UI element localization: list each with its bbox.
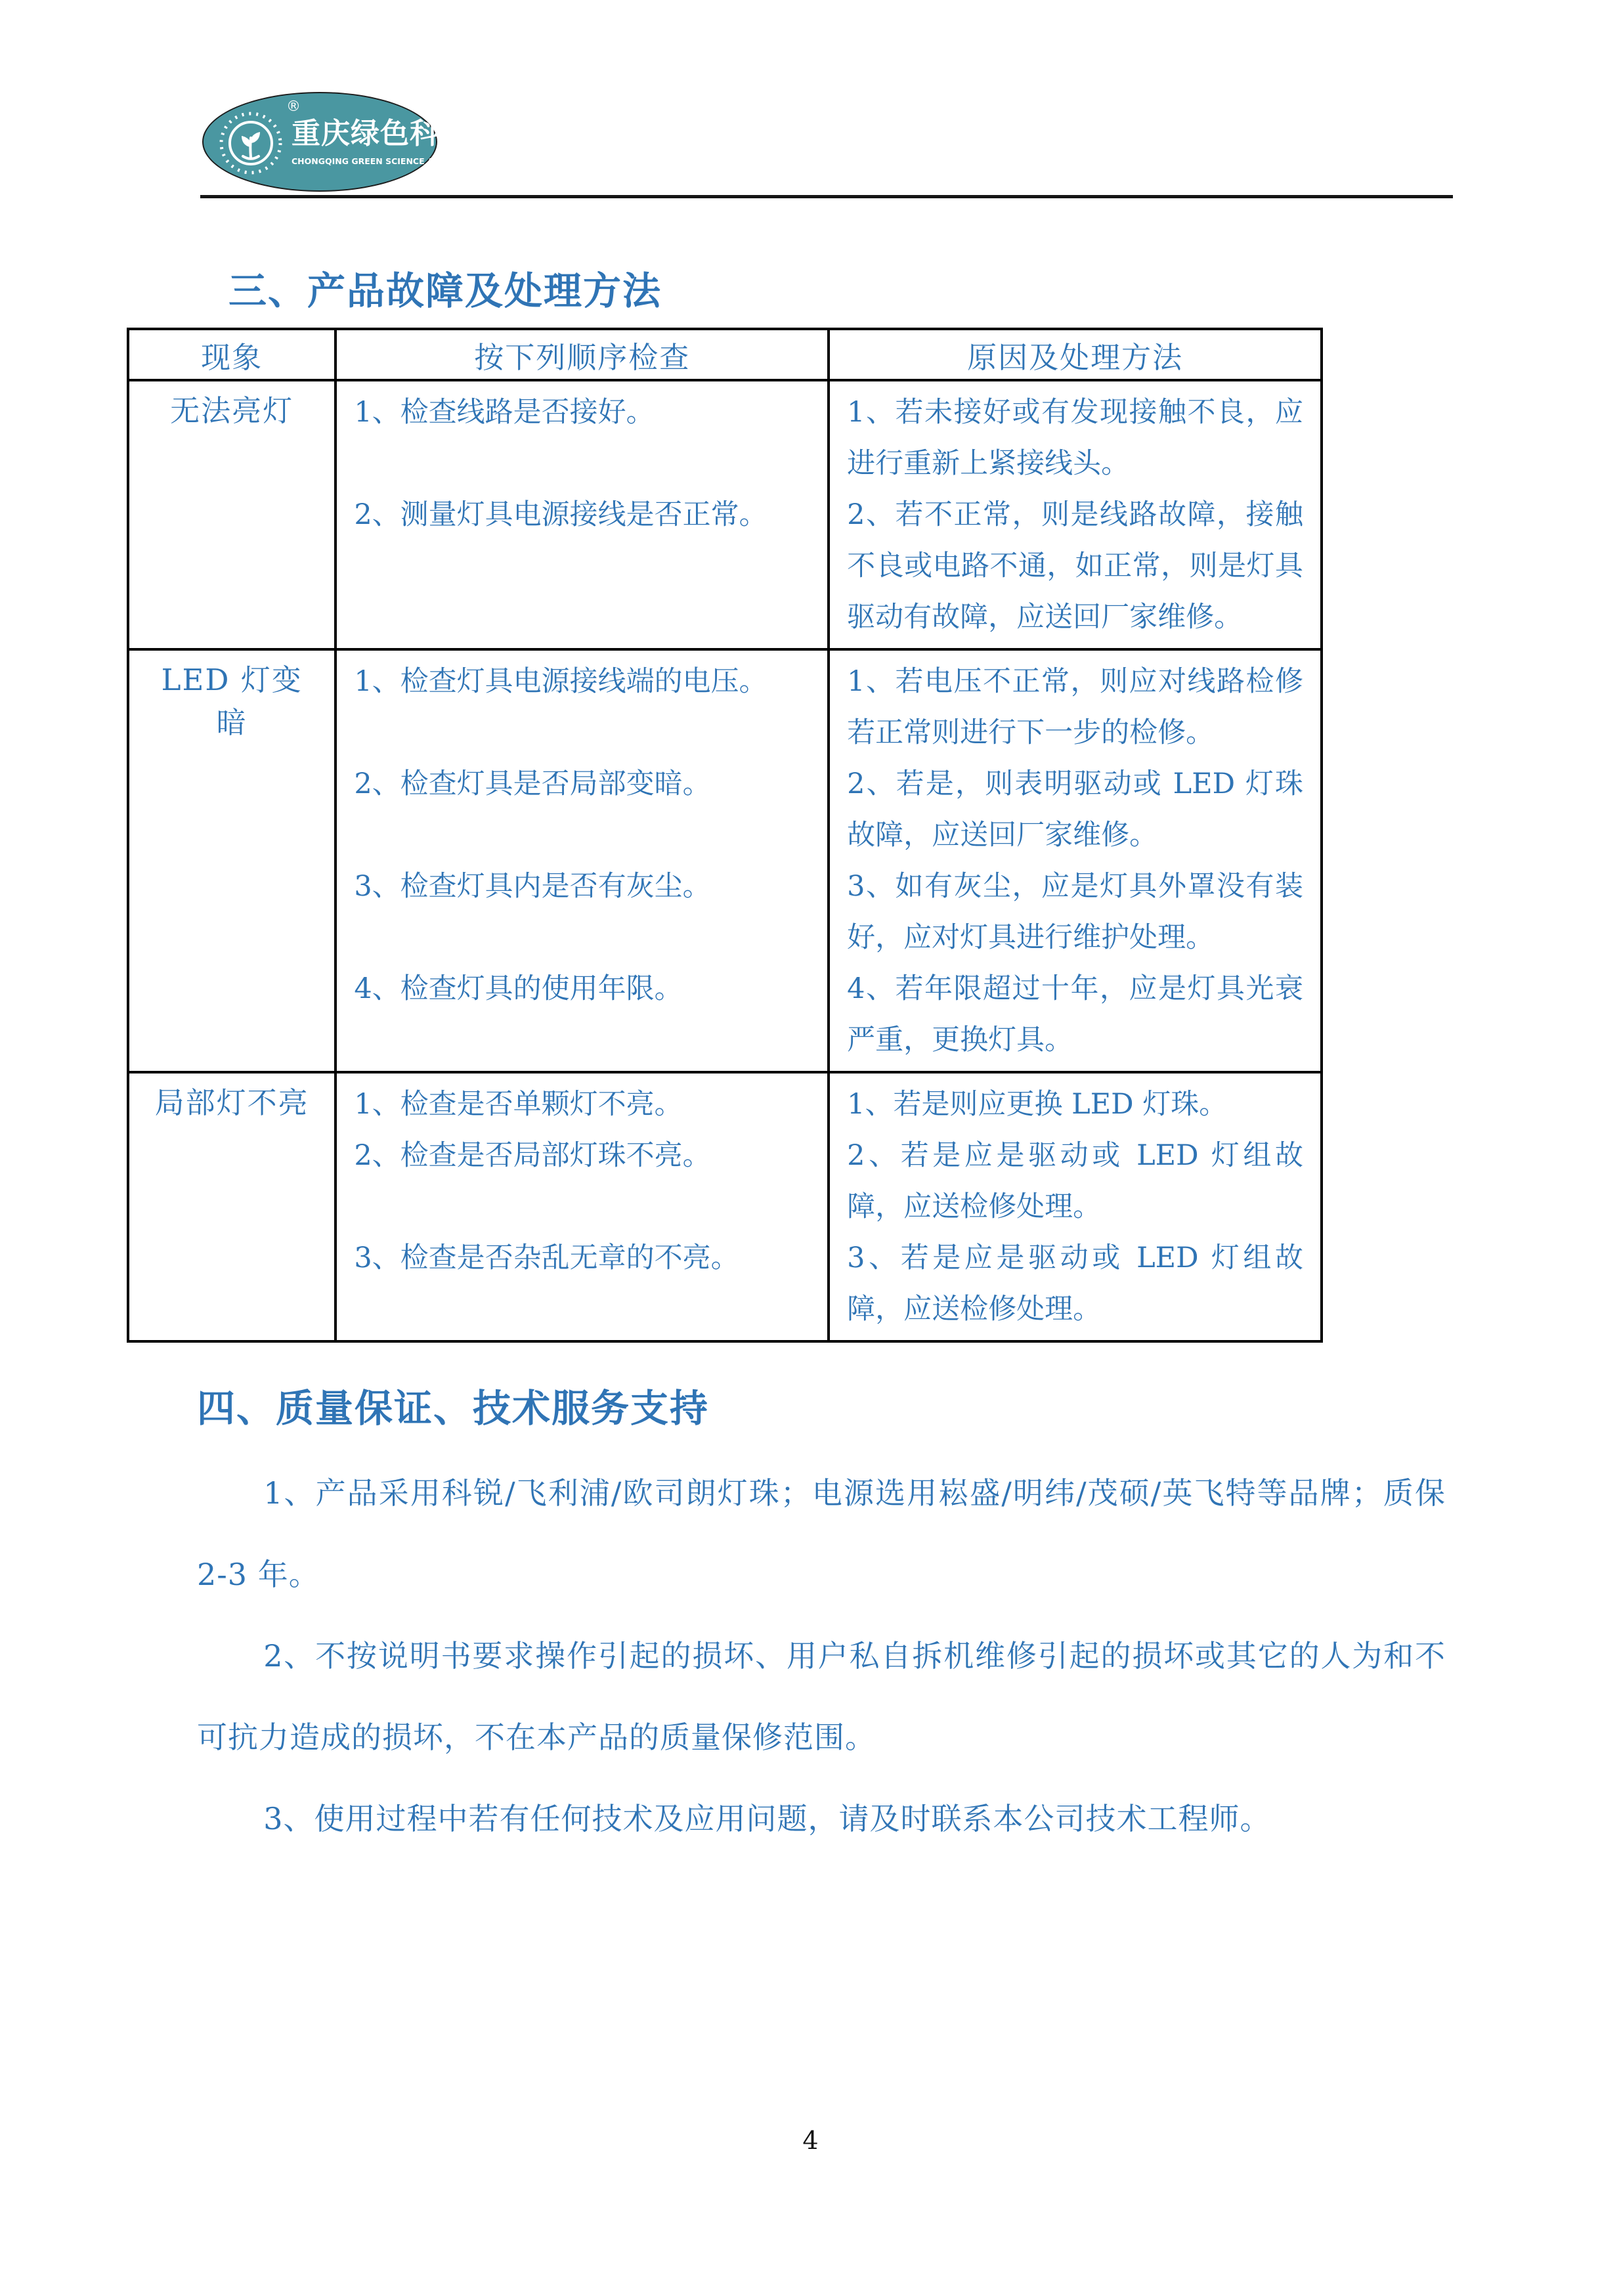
column-header-phenomenon: 现象 xyxy=(128,329,335,380)
paragraph: 1、产品采用科锐/飞利浦/欧司朗灯珠；电源选用崧盛/明纬/茂硕/英飞特等品牌；质保 2-3 年。 xyxy=(197,1475,1446,1592)
checks-cell xyxy=(335,649,829,1072)
check-item: 3、检查是否杂乱无章的不亮。 xyxy=(354,1242,739,1274)
check-item: 4、检查灯具的使用年限。 xyxy=(354,972,683,1005)
page-number: 4 xyxy=(802,2126,819,2155)
table-row xyxy=(128,649,1322,1072)
check-item: 3、检查灯具内是否有灰尘。 xyxy=(354,870,711,903)
section3-title: 三、产品故障及处理方法 xyxy=(228,269,662,313)
causes-cell xyxy=(829,380,1322,649)
cause-item: 2、若是应是驱动或 LED 灯组故障，应送检修处理。 xyxy=(847,1139,1303,1223)
table-header-row xyxy=(128,329,1322,380)
green-plant-emblem-icon xyxy=(218,110,284,176)
cause-item: 3、若是应是驱动或 LED 灯组故障，应送检修处理。 xyxy=(847,1242,1303,1326)
page-footer xyxy=(0,2126,1621,2155)
cause-item: 1、若未接好或有发现接触不良，应进行重新上紧接线头。 xyxy=(847,396,1303,480)
phenomenon-cell: 无法亮灯 xyxy=(128,380,335,649)
cause-item: 2、若是，则表明驱动或 LED 灯珠故障，应送回厂家维修。 xyxy=(847,768,1303,852)
company-logo xyxy=(202,92,508,192)
section4-body xyxy=(197,1452,1446,1859)
paragraph: 3、使用过程中若有任何技术及应用问题，请及时联系本公司技术工程师。 xyxy=(263,1801,1271,1836)
column-header-check-order: 按下列顺序检查 xyxy=(335,329,829,380)
check-item: 2、测量灯具电源接线是否正常。 xyxy=(354,498,767,531)
cause-item: 2、若不正常，则是线路故障，接触不良或电路不通，如正常，则是灯具驱动有故障，应送回厂家维修。 xyxy=(847,498,1303,634)
checks-cell xyxy=(335,1072,829,1341)
registered-trademark-icon: ® xyxy=(286,98,301,115)
check-item: 1、检查线路是否接好。 xyxy=(354,396,655,429)
table-row xyxy=(128,380,1322,649)
section4-title: 四、质量保证、技术服务支持 xyxy=(197,1386,710,1431)
checks-cell xyxy=(335,380,829,649)
header-divider xyxy=(200,195,1453,198)
phenomenon-cell: 局部灯不亮 xyxy=(128,1072,335,1341)
causes-cell xyxy=(829,1072,1322,1341)
phenomenon-cell: LED 灯变暗 xyxy=(128,649,335,1072)
brand-name-en: CHONGQING GREEN SCIENCE AND TECHNOLOG xyxy=(292,156,508,166)
check-item: 2、检查是否局部灯珠不亮。 xyxy=(354,1139,711,1172)
brand-name-cn: 重庆绿色科技 xyxy=(292,117,469,150)
cause-item: 4、若年限超过十年，应是灯具光衰严重，更换灯具。 xyxy=(847,972,1303,1056)
cause-item: 1、若是则应更换 LED 灯珠。 xyxy=(847,1088,1228,1121)
fault-handling-table xyxy=(127,328,1323,1343)
check-item: 2、检查灯具是否局部变暗。 xyxy=(354,768,711,800)
paragraph: 2、不按说明书要求操作引起的损坏、用户私自拆机维修引起的损坏或其它的人为和不可抗力造成的损坏，不在本产品的质量保修范围。 xyxy=(197,1638,1446,1755)
check-item: 1、检查是否单颗灯不亮。 xyxy=(354,1088,683,1121)
causes-cell xyxy=(829,649,1322,1072)
check-item: 1、检查灯具电源接线端的电压。 xyxy=(354,665,767,698)
cause-item: 1、若电压不正常，则应对线路检修若正常则进行下一步的检修。 xyxy=(847,665,1303,749)
column-header-cause-handling: 原因及处理方法 xyxy=(829,329,1322,380)
cause-item: 3、如有灰尘，应是灯具外罩没有装好，应对灯具进行维护处理。 xyxy=(847,870,1303,954)
table-row xyxy=(128,1072,1322,1341)
